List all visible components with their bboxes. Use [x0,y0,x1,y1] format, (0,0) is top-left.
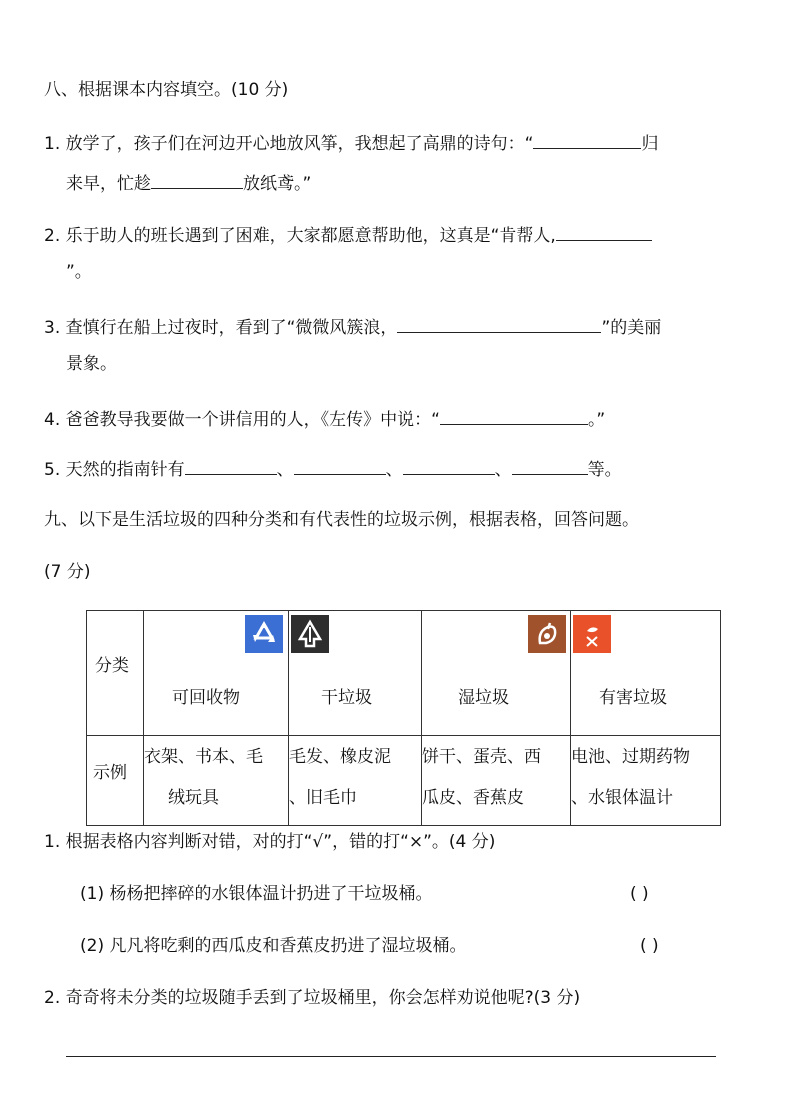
answer-blank[interactable] [533,130,641,149]
example-text: 、水银体温计 [571,788,673,808]
question-8-2-line2: ”。 [66,262,92,282]
example-cell [422,736,571,826]
example-text: 毛发、橡皮泥 [289,747,391,767]
judgement-item-2: (2) 凡凡将吃剩的西瓜皮和香蕉皮扔进了湿垃圾桶。 [80,936,467,956]
question-8-4 [44,406,605,432]
example-cell [571,736,721,826]
question-9-1: 1. 根据表格内容判断对错，对的打“√”，错的打“×”。(4 分) [44,832,496,852]
q8-4-text-b: 。” [587,410,606,430]
q8-1-text-a: 1. 放学了，孩子们在河边开心地放风筝，我想起了高鼎的诗句：“ [44,134,534,154]
section-9-title: 九、以下是生活垃圾的四种分类和有代表性的垃圾示例，根据表格，回答问题。 [44,510,639,530]
q8-5-text-a: 5. 天然的指南针有 [44,460,185,480]
category-cell-recyclable [144,611,289,736]
answer-blank[interactable] [556,222,652,241]
judgement-item-1: (1) 杨杨把摔碎的水银体温计扔进了干垃圾桶。 [80,884,433,904]
section-9-score: (7 分) [44,562,91,582]
question-8-3-line1 [44,314,661,340]
example-cell [144,736,289,826]
example-text: 、旧毛巾 [289,788,357,808]
answer-blank[interactable] [403,456,495,475]
question-8-5 [44,456,622,482]
category-name: 干垃圾 [321,688,372,708]
category-name: 湿垃圾 [458,688,509,708]
answer-blank[interactable] [294,456,386,475]
separator: 、 [385,460,403,480]
answer-parentheses[interactable]: ( ) [640,936,659,956]
answer-blank[interactable] [397,314,601,333]
answer-blank[interactable] [185,456,277,475]
question-8-3-line2: 景象。 [66,354,117,374]
q8-5-end: 等。 [587,460,622,480]
category-name: 可回收物 [172,688,240,708]
table-header-cell [87,736,144,826]
answer-line[interactable] [66,1056,716,1057]
q8-3-text-a: 3. 查慎行在船上过夜时，看到了“微微风簇浪， [44,318,398,338]
question-8-1-line2 [66,170,311,196]
answer-blank[interactable] [151,170,243,189]
example-cell [289,736,422,826]
q8-2-text-a: 2. 乐于助人的班长遇到了困难，大家都愿意帮助他，这真是“肯帮人, [44,226,556,246]
q8-1-text-b: 归 [641,134,659,154]
waste-classification-table [86,610,721,826]
category-cell-dry [289,611,422,736]
category-header: 分类 [95,656,129,676]
section-8-title: 八、根据课本内容填空。(10 分) [44,80,289,100]
example-header: 示例 [93,763,127,783]
answer-blank[interactable] [512,456,588,475]
example-text: 绒玩具 [168,788,219,808]
example-text: 电池、过期药物 [571,747,690,767]
separator: 、 [276,460,294,480]
q8-1-text-d: 放纸鸢。” [243,174,312,194]
example-text: 衣架、书本、毛 [144,747,263,767]
dry-waste-icon [291,615,329,653]
question-9-2: 2. 奇奇将未分类的垃圾随手丢到了垃圾桶里，你会怎样劝说他呢?(3 分) [44,988,581,1008]
answer-parentheses[interactable]: ( ) [630,884,649,904]
separator: 、 [494,460,512,480]
question-8-2-line1 [44,222,652,248]
q8-3-text-b: ”的美丽 [601,318,662,338]
q8-1-text-c: 来早，忙趁 [66,174,151,194]
answer-blank[interactable] [440,406,588,425]
category-cell-hazardous [571,611,721,736]
hazardous-waste-icon [573,615,611,653]
table-header-cell [87,611,144,736]
example-text: 瓜皮、香蕉皮 [422,788,524,808]
category-name: 有害垃圾 [599,688,667,708]
question-8-1-line1 [44,130,658,156]
q8-4-text-a: 4. 爸爸教导我要做一个讲信用的人，《左传》中说：“ [44,410,440,430]
recycle-icon [245,615,283,653]
wet-waste-icon [528,615,566,653]
example-text: 饼干、蛋壳、西 [422,747,541,767]
category-cell-wet [422,611,571,736]
table-row-examples [87,736,721,826]
table-row-categories [87,611,721,736]
